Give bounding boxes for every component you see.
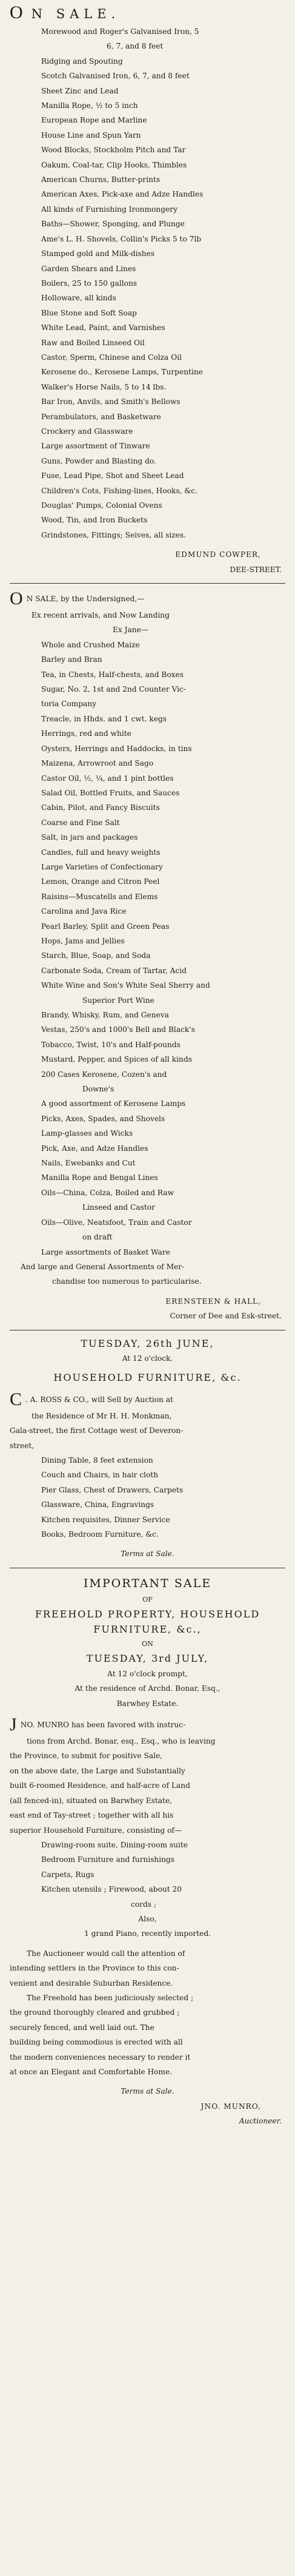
list-item: Boilers, 25 to 150 gallons: [41, 278, 138, 288]
advertiser-signature: ERENSTEEN & HALL,: [165, 1296, 261, 1306]
list-item: Cabin, Pilot, and Fancy Biscuits: [41, 803, 160, 812]
list-item: And large and General Assortments of Mer-: [21, 1262, 185, 1271]
list-item: Couch and Chairs, in hair cloth: [41, 1471, 159, 1480]
list-item: Treacle, in Hhds. and 1 cwt. kegs: [41, 714, 167, 723]
list-item: White Lead, Paint, and Varnishes: [41, 323, 165, 332]
list-item: A good assortment of Kerosene Lamps: [41, 1099, 186, 1108]
advertiser-signature: JNO. MUNRO,: [201, 2102, 261, 2111]
sale-date: TUESDAY, 3rd JULY,: [86, 1653, 209, 1665]
body-line: street,: [10, 1441, 35, 1450]
list-item: Kitchen utensils ; Firewood, about 20: [41, 1885, 182, 1894]
list-item: Brandy, Whisky, Rum, and Geneva: [41, 1011, 169, 1019]
list-item: 200 Cases Kerosene, Cozen's and: [41, 1070, 167, 1079]
list-item: European Rope and Marline: [41, 116, 147, 125]
list-item: Large assortments of Basket Ware: [41, 1247, 170, 1256]
list-item: Carbonate Soda, Cream of Tartar, Acid: [41, 966, 187, 975]
list-item: Vestas, 250's and 1000's Bell and Black's: [41, 1025, 195, 1034]
body-line: built 6-roomed Residence, and half-acre of Land: [10, 1781, 190, 1790]
list-item: Children's Cots, Fishing-lines, Hooks, &c.: [41, 486, 197, 495]
advertiser-address: Corner of Dee and Esk-street.: [170, 1312, 282, 1321]
sale-date: TUESDAY, 26th JUNE,: [81, 1337, 214, 1349]
list-item: Coarse and Fine Salt: [41, 818, 120, 827]
advert-munro-sale: [10, 1574, 285, 2129]
sale-connector: ON: [142, 1640, 153, 1648]
list-item: Nails, Ewebanks and Cut: [41, 1159, 136, 1168]
body-line: the Residence of Mr H. H. Monkman,: [31, 1411, 172, 1420]
list-item: Oils—Olive, Neatsfoot, Train and Castor: [41, 1218, 192, 1227]
list-item: Raw and Boiled Linseed Oil: [41, 338, 145, 347]
drop-cap: O: [10, 4, 28, 22]
list-item: Douglas' Pumps, Colonial Ovens: [41, 501, 162, 510]
body-line: Gala-street, the first Cottage west of Deveron-: [10, 1426, 184, 1435]
list-item: Guns, Powder and Blasting do.: [41, 456, 156, 465]
list-item: Tea, in Chests, Half-chests, and Boxes: [41, 670, 184, 679]
list-item: Tobacco, Twist, 10's and Half-pounds: [41, 1040, 181, 1049]
list-item: Large Varieties of Confectionary: [41, 862, 163, 871]
advert-cowper: [10, 4, 285, 577]
list-item: 6, 7, and 8 feet: [107, 42, 164, 51]
notice-line: the modern conveniences necessary to render it: [10, 2052, 191, 2062]
list-item: Barley and Bran: [41, 655, 102, 664]
list-item: Raisins—Muscatells and Elems: [41, 892, 158, 901]
body-line: on the above date, the Large and Substantially: [10, 1766, 185, 1775]
list-item: Bar Iron, Anvils, and Smith's Bellows: [41, 397, 181, 406]
list-item: Salad Oil, Bottled Fruits, and Sauces: [41, 788, 180, 797]
advert-heading: O N SALE.: [10, 4, 121, 22]
notice-line: venient and desirable Suburban Residence.: [10, 1978, 173, 1988]
body-line: the Province, to submit for positive Sale,: [10, 1752, 163, 1761]
advert-ross-auction: [10, 1337, 285, 1562]
list-item: Bedroom Furniture and furnishings: [41, 1855, 175, 1864]
list-item: Sheet Zinc and Lead: [41, 86, 119, 95]
list-item: Large assortment of Tinware: [41, 442, 150, 451]
list-item: Pearl Barley, Split and Green Peas: [41, 922, 170, 931]
list-item: Castor, Sperm, Chinese and Colza Oil: [41, 352, 182, 362]
list-item: Holloware, all kinds: [41, 294, 116, 303]
list-item: Manilla Rope and Bengal Lines: [41, 1173, 158, 1182]
list-item: White Wine and Son's White Seal Sherry and: [41, 981, 210, 990]
sale-place: At the residence of Archd. Bonar, Esq.,: [75, 1684, 220, 1693]
list-item: Wood Blocks, Stockholm Pitch and Tar: [41, 146, 186, 155]
sale-place: Barwhey Estate.: [116, 1699, 179, 1708]
list-item: Mustard, Pepper, and Spices of all kinds: [41, 1055, 192, 1064]
list-item: Downe's: [82, 1085, 114, 1094]
terms: Terms at Sale.: [121, 1549, 174, 1559]
list-item: Oils—China, Colza, Boiled and Raw: [41, 1188, 174, 1197]
list-item: Picks, Axes, Spades, and Shovels: [41, 1114, 165, 1123]
body-line: (all fenced-in), situated on Barwhey Estate,: [10, 1796, 173, 1805]
list-item: Lamp-glasses and Wicks: [41, 1129, 133, 1138]
notice-line: intending settlers in the Province to this con-: [10, 1964, 179, 1973]
list-item: Glassware, China, Engravings: [41, 1500, 154, 1509]
sale-title: IMPORTANT SALE: [83, 1576, 212, 1590]
divider: [10, 583, 285, 584]
list-item: Maizena, Arrowroot and Sago: [41, 759, 154, 768]
list-item: on draft: [82, 1233, 113, 1242]
intro-line: Ex recent arrivals, and Now Landing: [31, 611, 170, 620]
list-item: Candles, full and heavy weights: [41, 848, 161, 857]
auction-body: J NO. MUNRO has been favored with instruc-: [10, 1716, 186, 1735]
sale-time: At 12 o'clock prompt,: [107, 1669, 188, 1678]
list-item: Starch, Blue, Soap, and Soda: [41, 951, 151, 960]
list-item: Oysters, Herrings and Haddocks, in tins: [41, 744, 192, 753]
list-item: Garden Shears and Lines: [41, 264, 136, 273]
list-item: Linseed and Castor: [82, 1203, 155, 1212]
piano-item: 1 grand Piano, recently imported.: [84, 1929, 211, 1938]
drop-cap: C: [10, 1390, 22, 1409]
notice-line: The Freehold has been judiciously selected ;: [27, 1993, 194, 2002]
advertiser-address: DEE-STREET.: [230, 565, 282, 574]
list-item: Baths—Shower, Sponging, and Plunge: [41, 220, 185, 229]
body-line: superior Household Furniture, consisting of—: [10, 1826, 182, 1835]
list-item: House Line and Spun Yarn: [41, 130, 141, 140]
also-label: Also,: [138, 1914, 157, 1923]
notice-line: at once an Elegant and Comfortable Home.: [10, 2068, 173, 2076]
list-item: toria Company: [41, 700, 97, 709]
list-item: Books, Bedroom Furniture, &c.: [41, 1530, 159, 1539]
list-item: Manilla Rope, ½ to 5 inch: [41, 101, 138, 110]
advertiser-signature: EDMUND COWPER,: [175, 550, 261, 559]
list-item: Whole and Crushed Maize: [41, 640, 140, 649]
advertiser-title: Auctioneer.: [239, 2117, 282, 2126]
list-item: Kerosene do., Kerosene Lamps, Turpentine: [41, 368, 203, 377]
list-item: Kitchen requisites, Dinner Service: [41, 1515, 170, 1524]
terms: Terms at Sale.: [121, 2087, 174, 2096]
list-item: Carpets, Rugs: [41, 1870, 94, 1879]
list-item: Crockery and Glassware: [41, 427, 133, 436]
sale-connector: OF: [142, 1595, 153, 1603]
list-item: Dining Table, 8 feet extension: [41, 1455, 153, 1465]
sale-subtitle: FREEHOLD PROPERTY, HOUSEHOLD: [35, 1608, 260, 1620]
list-item: Oakum, Coal-tar, Clip Hooks, Thimbles: [41, 160, 187, 169]
list-item: Hops, Jams and Jellies: [41, 936, 125, 945]
body-line: east end of Tay-street ; together with all his: [10, 1811, 174, 1820]
advert-heading: O N SALE, by the Undersigned,—: [10, 590, 145, 609]
notice-line: the ground thoroughly cleared and grubbed ;: [10, 2008, 180, 2017]
list-item: Superior Port Wine: [82, 996, 154, 1005]
list-item: Grindstones, Fittings; Seives, all sizes.: [41, 530, 187, 539]
list-item: Scotch Galvanised Iron, 6, 7, and 8 feet: [41, 72, 190, 81]
list-item: Stamped gold and Milk-dishes: [41, 249, 155, 258]
sale-subtitle: FURNITURE, &c.,: [93, 1623, 202, 1635]
list-item: Salt, in jars and packages: [41, 833, 138, 842]
list-item: Blue Stone and Soft Soap: [41, 308, 137, 317]
notice-line: The Auctioneer would call the attention of: [27, 1949, 185, 1958]
list-item: Fuse, Lead Pipe, Shot and Sheet Lead: [41, 471, 184, 480]
drop-cap: J: [10, 1716, 17, 1735]
list-item: Perambulators, and Basketware: [41, 412, 161, 421]
list-item: Carolina and Java Rice: [41, 907, 127, 916]
list-item: Castor Oil, ½, ¼, and 1 pint bottles: [41, 774, 174, 783]
list-item: Lemon, Orange and Citron Peel: [41, 877, 160, 886]
notice-line: securely fenced, and well laid out. The: [10, 2023, 154, 2032]
list-item: Walker's Horse Nails, 5 to 14 lbs.: [41, 382, 167, 391]
list-item: Ridging and Spouting: [41, 56, 123, 66]
list-item: cords ;: [131, 1900, 157, 1909]
sale-time: At 12 o'clock.: [122, 1354, 173, 1363]
list-item: Sugar, No. 2, 1st and 2nd Counter Vic-: [41, 685, 186, 694]
intro-line: Ex Jane—: [113, 625, 149, 635]
list-item: Wood, Tin, and Iron Buckets: [41, 516, 148, 525]
list-item: American Axes, Pick-axe and Adze Handles: [41, 190, 204, 199]
list-item: Drawing-room suite, Dining-room suite: [41, 1840, 188, 1849]
list-item: Pier Glass, Chest of Drawers, Carpets: [41, 1485, 184, 1494]
sale-title: HOUSEHOLD FURNITURE, &c.: [53, 1372, 242, 1384]
drop-cap: O: [10, 590, 23, 609]
advert-erensteen-hall: [10, 590, 285, 1324]
body-line: tions from Archd. Bonar, esq., Esq., who is leaving: [27, 1737, 216, 1746]
notice-line: building being commodious is erected with all: [10, 2038, 183, 2047]
list-item: American Churns, Butter-prints: [41, 175, 161, 184]
list-item: chandise too numerous to particularise.: [52, 1277, 202, 1286]
list-item: Pick, Axe, and Adze Handles: [41, 1144, 148, 1153]
list-item: Ame's L. H. Shovels, Collin's Picks 5 to 7lb: [41, 234, 202, 243]
list-item: Herrings, red and white: [41, 729, 131, 738]
list-item: All kinds of Furnishing Ironmongery: [41, 204, 177, 214]
list-item: Morewood and Roger's Galvanised Iron, 5: [41, 27, 199, 36]
auction-body: C . A. ROSS & CO., will Sell by Auction at: [10, 1390, 174, 1409]
